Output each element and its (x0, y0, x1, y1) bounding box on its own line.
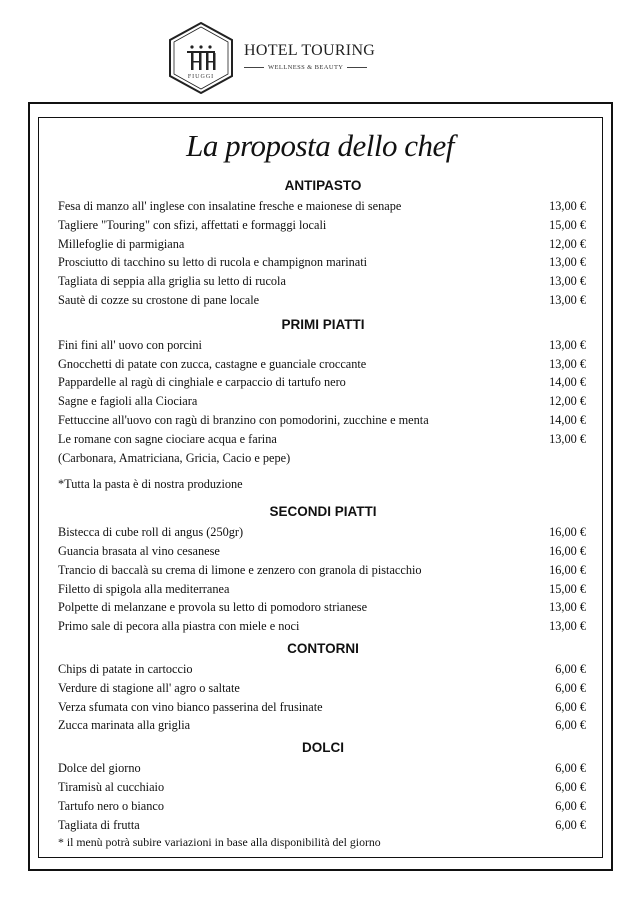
item-name: Verza sfumata con vino bianco passerina del frusinate (58, 699, 323, 714)
item-name: Primo sale di pecora alla piastra con miele e noci (58, 619, 300, 634)
item-price: 15,00 € (549, 581, 586, 596)
item-name: Guancia brasata al vino cesanese (58, 543, 220, 558)
menu-item (58, 816, 588, 835)
item-price: 13,00 € (549, 337, 586, 352)
brand-name: HOTEL TOURING (244, 42, 376, 59)
item-name: Le romane con sagne ciociare acqua e farina (58, 431, 277, 446)
section-heading: CONTORNI (287, 640, 359, 656)
item-name: Fesa di manzo all' inglese con insalatine fresche e maionese di senape (58, 199, 402, 213)
menu-section (58, 638, 588, 735)
item-price: 16,00 € (549, 543, 586, 558)
menu-item (58, 716, 588, 735)
section-note: *Tutta la pasta è di nostra produzione (58, 477, 243, 492)
item-price: 16,00 € (549, 525, 586, 540)
hexagon-logo-icon (168, 22, 234, 94)
item-price: 14,00 € (549, 375, 586, 390)
menu-item (58, 336, 588, 355)
item-price: 6,00 € (555, 817, 586, 832)
item-name: Gnocchetti di patate con zucca, castagne e guanciale croccante (58, 356, 367, 371)
menu-item (58, 542, 588, 561)
menu-item (58, 679, 588, 698)
menu-item (58, 580, 588, 599)
item-price: 14,00 € (549, 412, 586, 427)
item-name: Tagliata di frutta (58, 817, 140, 832)
item-price: 13,00 € (549, 431, 586, 446)
item-name: Fini fini all' uovo con porcini (58, 337, 202, 352)
item-price: 6,00 € (555, 798, 586, 813)
menu-item (58, 411, 588, 430)
menu-item (58, 778, 588, 797)
item-name: Prosciutto di tacchino su letto di rucola e champignon marinati (58, 255, 368, 270)
item-name: (Carbonara, Amatriciana, Gricia, Cacio e pepe) (58, 450, 291, 465)
menu-item (58, 698, 588, 717)
menu-item (58, 523, 588, 542)
item-price: 6,00 € (555, 761, 586, 776)
section-heading: DOLCI (302, 740, 344, 756)
menu-item (58, 216, 588, 235)
menu-item (58, 197, 588, 216)
item-name: Tartufo nero o bianco (58, 798, 165, 813)
menu-title: La proposta dello chef (186, 128, 454, 163)
menu-item (58, 561, 588, 580)
menu-item (58, 272, 588, 291)
section-heading: SECONDI PIATTI (269, 504, 377, 520)
menu-section (58, 501, 588, 636)
item-name: Tagliata di seppia alla griglia su letto di rucola (58, 274, 286, 289)
section-heading: PRIMI PIATTI (281, 316, 365, 332)
item-price: 12,00 € (549, 394, 586, 409)
menu-item (58, 253, 588, 272)
menu-item (58, 392, 588, 411)
item-name: Tagliere "Touring" con sfizi, affettati e formaggi locali (58, 217, 327, 232)
menu-section (58, 175, 588, 310)
menu-item (58, 797, 588, 816)
item-price: 13,00 € (549, 619, 586, 634)
item-price: 12,00 € (549, 236, 586, 251)
item-name: Verdure di stagione all' agro o saltate (58, 680, 240, 695)
item-name: Chips di patate in cartoccio (58, 661, 193, 676)
item-price: 16,00 € (549, 562, 586, 577)
menu-content (58, 175, 588, 851)
menu-item (58, 373, 588, 392)
menu-item (58, 355, 588, 374)
item-name: Sautè di cozze su crostone di pane locale (58, 292, 260, 307)
menu-item (58, 617, 588, 636)
tagline-text: WELLNESS & BEAUTY (268, 64, 344, 71)
item-name: Bistecca di cube roll di angus (250gr) (58, 525, 244, 540)
menu-item (58, 598, 588, 617)
menu-item (58, 449, 588, 468)
item-price: 13,00 € (549, 356, 586, 371)
menu-item (58, 235, 588, 254)
menu-item (58, 660, 588, 679)
item-price: 13,00 € (549, 274, 586, 289)
item-name: Fettuccine all'uovo con ragù di branzino con pomodorini, zucchine e menta (58, 412, 429, 427)
item-name: Tiramisù al cucchiaio (58, 779, 165, 794)
item-price: 13,00 € (549, 199, 586, 213)
item-price: 6,00 € (555, 680, 586, 695)
menu-section (58, 737, 588, 834)
menu-item (58, 759, 588, 778)
brand-tagline (244, 64, 367, 71)
menu-item (58, 430, 588, 449)
item-price: 13,00 € (549, 292, 586, 307)
item-price: 6,00 € (555, 699, 586, 714)
item-name: Polpette di melanzane e provola su letto di pomodoro strianese (58, 600, 368, 615)
menu-item (58, 291, 588, 310)
item-price: 13,00 € (549, 600, 586, 615)
item-price: 6,00 € (555, 661, 586, 676)
svg-text:FIUGGI: FIUGGI (187, 74, 215, 80)
item-name: Sagne e fagioli alla Ciociara (58, 394, 198, 409)
item-price (586, 449, 588, 468)
item-name: Pappardelle al ragù di cinghiale e carpaccio di tartufo nero (58, 375, 346, 390)
item-name: Filetto di spigola alla mediterranea (58, 581, 230, 596)
hotel-logo (168, 22, 378, 94)
item-name: Millefoglie di parmigiana (58, 236, 185, 251)
item-name: Dolce del giorno (58, 761, 141, 776)
item-price: 15,00 € (549, 217, 586, 232)
menu-footnote: * il menù potrà subire variazioni in base alla disponibilità del giorno (58, 835, 381, 850)
section-heading: ANTIPASTO (284, 178, 362, 193)
item-price: 6,00 € (555, 779, 586, 794)
item-name: Trancio di baccalà su crema di limone e zenzero con granola di pistacchio (58, 562, 422, 577)
menu-section (58, 314, 588, 494)
item-name: Zucca marinata alla griglia (58, 718, 191, 733)
item-price: 6,00 € (555, 718, 586, 733)
item-price: 13,00 € (549, 255, 586, 270)
